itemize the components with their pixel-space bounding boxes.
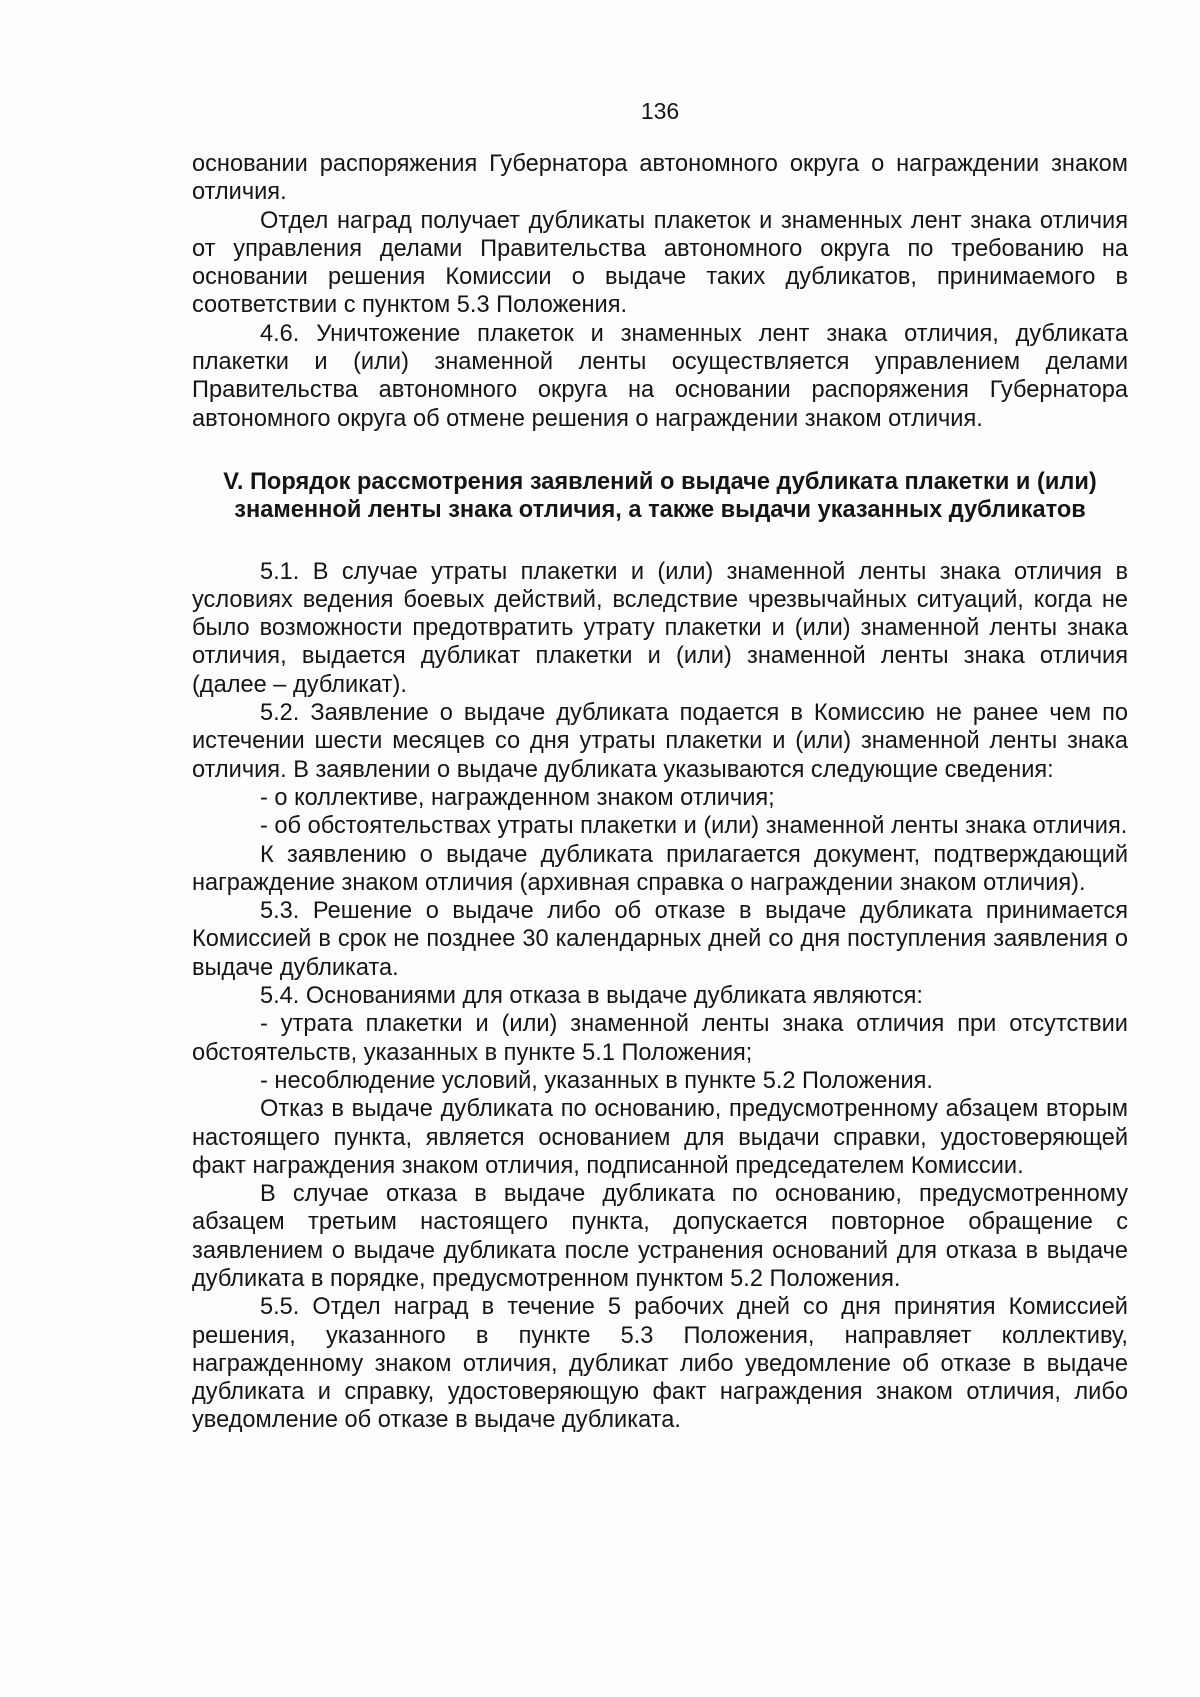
section-heading: V. Порядок рассмотрения заявлений о выдаче дубликата плакетки и (или) знаменной ленты знака отличия, а также выдачи указанных дубликатов [223, 468, 1097, 524]
paragraph: основании распоряжения Губернатора автономного округа о награждении знаком отличия. [192, 151, 1128, 206]
page-number: 136 [640, 98, 680, 124]
paragraph: 5.5. Отдел наград в течение 5 рабочих дней со дня принятия Комиссией решения, указанного в пункте 5.3 Положения, направляет коллективу, награжденному знаком отличия, дубликат либо уведомление об отказе в выдаче дубликата и справку, удостоверяющую факт награждения знаком отличия, либо уведомление об отказе в выдаче дубликата. [192, 1294, 1128, 1434]
paragraph: Отдел наград получает дубликаты плакеток и знаменных лент знака отличия от управления делами Правительства автономного округа по требованию на основании решения Комиссии о выдаче таких дубликатов, принимаемого в соответствии с пунктом 5.3 Положения. [192, 207, 1128, 319]
list-item: - об обстоятельствах утраты плакетки и (или) знаменной ленты знака отличия. [260, 813, 1128, 840]
paragraph: К заявлению о выдаче дубликата прилагается документ, подтверждающий награждение знаком отличия (архивная справка о награждении знаком отличия). [192, 841, 1128, 896]
paragraph: 5.1. В случае утраты плакетки и (или) знаменной ленты знака отличия в условиях ведения боевых действий, вследствие чрезвычайных ситуаций, когда не было возможности предотвратить утрату плакетки и (или) знаменной ленты знака отличия, выдается дубликат плакетки и (или) знаменной ленты знака отличия (далее – дубликат). [192, 558, 1128, 698]
list-item: - несоблюдение условий, указанных в пункте 5.2 Положения. [260, 1067, 933, 1094]
paragraph: 5.2. Заявление о выдаче дубликата подается в Комиссию не ранее чем по истечении шести месяцев со дня утраты плакетки и (или) знаменной ленты знака отличия. В заявлении о выдаче дубликата указываются следующие сведения: [192, 700, 1128, 783]
paragraph: 5.3. Решение о выдаче либо об отказе в выдаче дубликата принимается Комиссией в срок не позднее 30 календарных дней со дня поступления заявления о выдаче дубликата. [192, 898, 1128, 981]
paragraph: В случае отказа в выдаче дубликата по основанию, предусмотренному абзацем третьим настоящего пункта, допускается повторное обращение с заявлением о выдаче дубликата после устранения оснований для отказа в выдаче дубликата в порядке, предусмотренном пунктом 5.2 Положения. [192, 1181, 1128, 1292]
list-item: - о коллективе, награжденном знаком отличия; [260, 784, 775, 811]
paragraph: 4.6. Уничтожение плакеток и знаменных лент знака отличия, дубликата плакетки и (или) знаменной ленты осуществляется управлением делами Правительства автономного округа на основании распоряжения Губернатора автономного округа об отмене решения о награждении знаком отличия. [192, 320, 1128, 432]
paragraph: Отказ в выдаче дубликата по основанию, предусмотренному абзацем вторым настоящего пункта, является основанием для выдачи справки, удостоверяющей факт награждения знаком отличия, подписанной председателем Комиссии. [192, 1096, 1128, 1179]
paragraph: 5.4. Основаниями для отказа в выдаче дубликата являются: [260, 983, 923, 1010]
list-item: - утрата плакетки и (или) знаменной ленты знака отличия при отсутствии обстоятельств, указанных в пункте 5.1 Положения; [192, 1011, 1128, 1066]
document-body [192, 150, 1128, 1435]
